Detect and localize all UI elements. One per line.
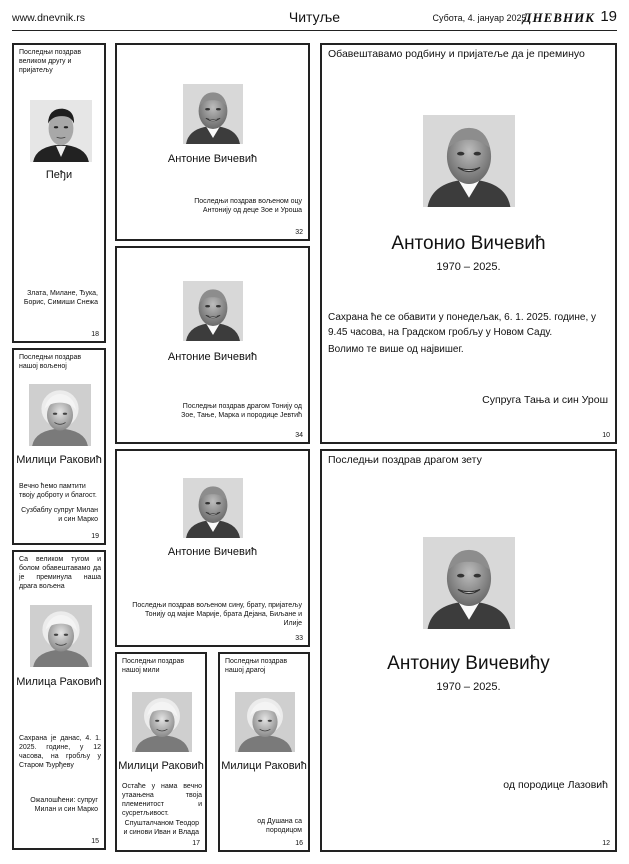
obituary-intro: Последњи поздрав нашој драгој bbox=[225, 658, 288, 674]
obituary-10 bbox=[320, 43, 617, 444]
obituary-intro: Последњи поздрав нашој мили bbox=[122, 658, 185, 674]
portrait-photo bbox=[423, 517, 515, 649]
funeral-notice: Сахрана ће се обавити у понедељак, 6. 1. 2025. године, у 9.45 часова, на Градском гробљу у Новом Саду. bbox=[328, 312, 597, 338]
masthead-logo: ДНЕВНИК bbox=[522, 10, 595, 25]
signature: Злата, Милане, Ђука, Борис, Симиши Снежа bbox=[23, 290, 98, 306]
obituary-34 bbox=[115, 246, 310, 444]
obituary-19 bbox=[12, 348, 106, 545]
ad-number: 18 bbox=[91, 331, 99, 338]
signature: Сузбаблу супруг Милан и син Марко bbox=[21, 507, 98, 523]
life-years: 1970 – 2025. bbox=[436, 681, 501, 693]
obituary-18 bbox=[12, 43, 106, 343]
obituary-text: Сахрана је данас, 4. 1. 2025. године, у 12 часова, на гробљу у Старом Ђурђеву bbox=[19, 735, 101, 769]
obituary-text: Последњи поздрав драгом Тонију од Зое, Тање, Марка и породице Јевтић bbox=[181, 403, 302, 419]
deceased-name: Милици Раковић bbox=[16, 454, 102, 466]
signature: Ожалошћени: супруг Милан и син Марко bbox=[30, 797, 98, 813]
obituary-intro: Последњи поздрав великом другу и пријатељу bbox=[19, 49, 82, 74]
portrait-photo bbox=[183, 276, 243, 346]
ad-number: 33 bbox=[295, 635, 303, 642]
obituary-16 bbox=[218, 652, 310, 852]
life-years: 1970 – 2025. bbox=[436, 261, 501, 273]
deceased-name: Антоние Вичевић bbox=[167, 153, 258, 165]
portrait-photo bbox=[183, 473, 243, 543]
obituary-text: Волимо те више од највишег. bbox=[328, 344, 464, 355]
section-title: Читуље bbox=[288, 9, 341, 25]
portrait-photo bbox=[29, 380, 91, 450]
portrait-photo bbox=[423, 95, 515, 227]
signature: Спушталчаном Теодор и синови Иван и Влада bbox=[123, 820, 199, 836]
obituary-intro: Последњи поздрав драгом зету bbox=[328, 454, 482, 466]
obituary-33 bbox=[115, 449, 310, 647]
portrait-photo bbox=[183, 79, 243, 149]
ad-number: 17 bbox=[192, 840, 200, 847]
ad-number: 34 bbox=[295, 432, 303, 439]
obituary-text: Остаће у нама вечно утаањена твоја племенитост и сусретљивост. bbox=[122, 783, 202, 817]
site-url: www.dnevnik.rs bbox=[12, 12, 85, 24]
deceased-name: Антониу Вичевићу bbox=[387, 653, 550, 674]
page-number: 19 bbox=[600, 8, 617, 25]
obituary-text: Последњи поздрав вољеном сину, брату, пријатељу Тонију од мајке Марије, брата Дејана, Биљане и Илије bbox=[132, 602, 302, 627]
obituary-17 bbox=[115, 652, 207, 852]
obituary-15 bbox=[12, 550, 106, 850]
deceased-name: Милица Раковић bbox=[16, 676, 102, 688]
page-header bbox=[12, 8, 617, 31]
signature: Супруга Тања и син Урош bbox=[482, 394, 608, 406]
deceased-name: Антоние Вичевић bbox=[167, 351, 258, 363]
ad-number: 19 bbox=[91, 533, 99, 540]
portrait-photo bbox=[30, 601, 92, 671]
ad-number: 10 bbox=[602, 432, 610, 439]
obituary-32 bbox=[115, 43, 310, 241]
deceased-name: Антоние Вичевић bbox=[167, 546, 258, 558]
deceased-name: Милици Раковић bbox=[118, 760, 204, 772]
deceased-name: Антонио Вичевић bbox=[391, 233, 546, 254]
obituary-intro: Са великом тугом и болом обавештавамо да је преминула наша драга вољена bbox=[19, 556, 101, 590]
ad-number: 12 bbox=[602, 840, 610, 847]
obituary-12 bbox=[320, 449, 617, 852]
portrait-photo bbox=[132, 687, 192, 757]
portrait-photo bbox=[235, 687, 295, 757]
deceased-name: Милици Раковић bbox=[221, 760, 307, 772]
obituary-intro: Последњи поздрав нашој вољеној bbox=[19, 354, 82, 370]
ad-number: 15 bbox=[91, 838, 99, 845]
signature: од Душана са породицом bbox=[257, 818, 302, 834]
ad-number: 32 bbox=[295, 229, 303, 236]
obituary-text: Вечно ћемо памтити твоју доброту и благост. bbox=[19, 483, 97, 499]
deceased-name: Пеђи bbox=[45, 169, 73, 181]
obituary-intro: Обавештавамо родбину и пријатеље да је преминуо bbox=[328, 48, 585, 60]
ad-number: 16 bbox=[295, 840, 303, 847]
portrait-photo bbox=[30, 95, 92, 167]
signature: од породице Лазовић bbox=[503, 779, 608, 791]
issue-date: Субота, 4. јануар 2025. bbox=[432, 13, 529, 23]
obituary-text: Последњи поздрав вољеном оцу Антонију од деце Зое и Уроша bbox=[194, 198, 302, 214]
